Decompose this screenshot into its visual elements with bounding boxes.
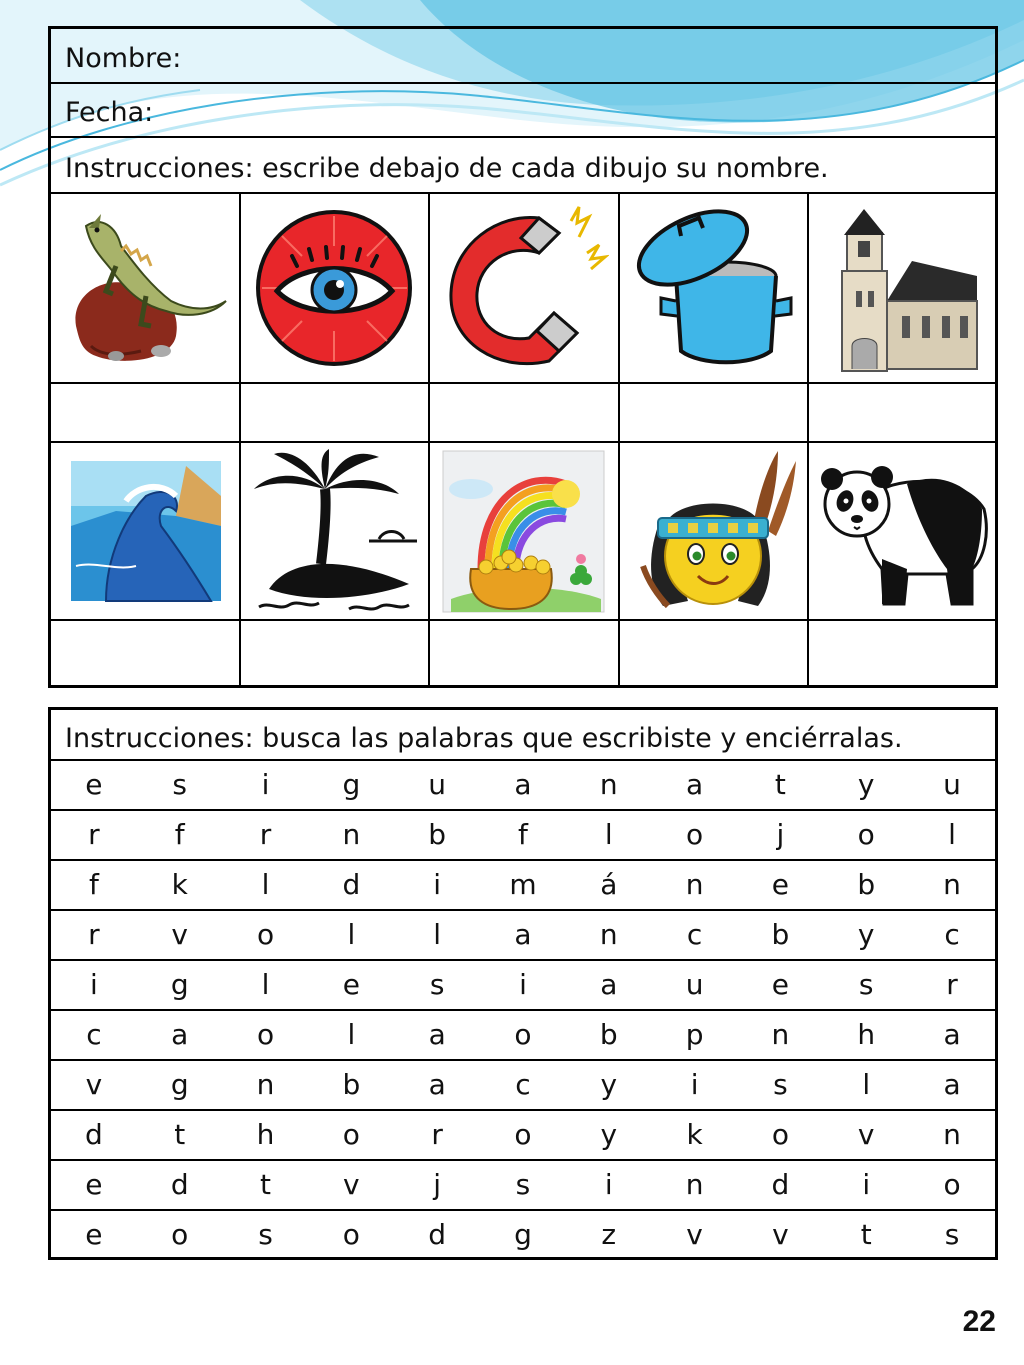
letter-cell[interactable]: c	[515, 1068, 531, 1101]
letter-row	[51, 960, 995, 1010]
letter-cell[interactable]: k	[171, 868, 188, 901]
row-divider	[51, 136, 995, 138]
letter-cell[interactable]: e	[771, 968, 790, 1001]
letter-cell[interactable]: g	[170, 968, 189, 1001]
letter-cell[interactable]: l	[347, 918, 356, 951]
letter-cell[interactable]: o	[514, 1118, 532, 1151]
letter-row	[51, 860, 995, 910]
letter-cell[interactable]: b	[599, 1018, 618, 1051]
letter-cell[interactable]: v	[85, 1068, 103, 1101]
magnet-icon	[430, 195, 617, 381]
letter-cell[interactable]: o	[857, 818, 875, 851]
letter-cell[interactable]: u	[943, 768, 961, 801]
indian-emoji-icon	[620, 444, 806, 618]
letter-cell[interactable]: r	[946, 968, 958, 1001]
letter-cell[interactable]: a	[171, 1018, 189, 1051]
letter-cell[interactable]: l	[433, 918, 442, 951]
row-divider	[51, 192, 995, 194]
letter-cell[interactable]: f	[518, 818, 528, 851]
letter-cell[interactable]: g	[514, 1218, 532, 1251]
letter-cell[interactable]: n	[599, 918, 618, 951]
letter-cell[interactable]: a	[943, 1018, 961, 1051]
letter-cell[interactable]: s	[429, 968, 445, 1001]
letter-cell[interactable]: r	[88, 818, 100, 851]
letter-cell[interactable]: n	[256, 1068, 275, 1101]
date-label: Fecha:	[65, 97, 154, 128]
eye-icon	[241, 195, 427, 381]
letter-cell[interactable]: o	[342, 1218, 360, 1251]
letter-cell[interactable]: o	[686, 818, 704, 851]
letter-cell[interactable]: s	[515, 1168, 531, 1201]
letter-row	[51, 1060, 995, 1110]
letter-row	[51, 1210, 995, 1260]
letter-cell[interactable]: c	[86, 1018, 102, 1051]
letter-cell[interactable]: b	[342, 1068, 361, 1101]
letter-cell[interactable]: l	[261, 868, 270, 901]
iguana-icon	[53, 195, 238, 381]
pot-icon	[620, 195, 806, 381]
letter-cell[interactable]: g	[170, 1068, 189, 1101]
row-divider	[51, 382, 995, 384]
letter-cell[interactable]: e	[85, 1218, 103, 1251]
letter-cell[interactable]: i	[90, 968, 98, 1001]
letter-cell[interactable]: r	[88, 918, 100, 951]
letter-grid	[51, 760, 995, 1260]
letter-cell[interactable]: t	[260, 1168, 272, 1201]
letter-cell[interactable]: t	[774, 768, 786, 801]
letter-cell[interactable]: b	[771, 918, 790, 951]
letter-cell[interactable]: k	[686, 1118, 703, 1151]
letter-cell[interactable]: o	[256, 918, 275, 951]
letter-cell[interactable]: n	[599, 768, 618, 801]
letter-cell[interactable]: a	[943, 1068, 961, 1101]
letter-cell[interactable]: d	[85, 1118, 103, 1151]
letter-row	[51, 810, 995, 860]
letter-cell[interactable]: c	[944, 918, 960, 951]
island-icon	[241, 444, 427, 618]
row-divider	[51, 82, 995, 84]
wordsearch-instructions: Instrucciones: busca las palabras que escribiste y enciérralas.	[65, 723, 903, 754]
letter-cell[interactable]: r	[259, 818, 272, 851]
name-label: Nombre:	[65, 43, 182, 74]
letter-cell[interactable]: o	[771, 1118, 789, 1151]
wave-icon	[53, 444, 238, 618]
picture-naming-table	[48, 26, 998, 688]
letter-cell[interactable]: i	[433, 868, 442, 901]
letter-cell[interactable]: e	[85, 1168, 103, 1201]
letter-cell[interactable]: d	[170, 1168, 189, 1201]
letter-cell[interactable]: y	[857, 768, 875, 801]
letter-cell[interactable]: n	[771, 1018, 790, 1051]
instructions-label: Instrucciones: escribe debajo de cada dibujo su nombre.	[65, 153, 829, 184]
letter-cell[interactable]: i	[519, 968, 527, 1001]
letter-cell[interactable]: v	[686, 1218, 703, 1251]
letter-cell[interactable]: d	[771, 1168, 790, 1201]
letter-cell[interactable]: i	[261, 768, 270, 801]
letter-cell[interactable]: u	[685, 968, 704, 1001]
letter-cell[interactable]: á	[600, 868, 618, 901]
letter-cell[interactable]: y	[600, 1068, 618, 1101]
row-divider	[51, 619, 995, 621]
letter-cell[interactable]: d	[342, 868, 361, 901]
letter-cell[interactable]: l	[604, 818, 613, 851]
letter-cell[interactable]: l	[948, 818, 956, 851]
letter-cell[interactable]: n	[943, 868, 961, 901]
letter-cell[interactable]: o	[514, 1018, 532, 1051]
letter-cell[interactable]: n	[685, 1168, 704, 1201]
panda-icon	[809, 444, 995, 618]
letter-cell[interactable]: v	[772, 1218, 789, 1251]
letter-cell[interactable]: n	[342, 818, 361, 851]
letter-cell[interactable]: b	[857, 868, 876, 901]
letter-row	[51, 1110, 995, 1160]
letter-cell[interactable]: r	[431, 1118, 443, 1151]
letter-cell[interactable]: j	[433, 1168, 442, 1201]
letter-cell[interactable]: y	[857, 918, 875, 951]
letter-cell[interactable]: h	[857, 1018, 876, 1051]
letter-cell[interactable]: h	[256, 1118, 275, 1151]
letter-cell[interactable]: e	[85, 768, 103, 801]
letter-cell[interactable]: a	[600, 968, 618, 1001]
letter-cell[interactable]: v	[857, 1118, 875, 1151]
letter-cell[interactable]: d	[428, 1218, 447, 1251]
letter-cell[interactable]: p	[685, 1018, 704, 1051]
letter-cell[interactable]: b	[428, 818, 447, 851]
letter-cell[interactable]: f	[88, 868, 99, 901]
letter-cell[interactable]: l	[862, 1068, 871, 1101]
letter-cell[interactable]: f	[174, 818, 185, 851]
church-icon	[809, 195, 995, 381]
letter-cell[interactable]: t	[860, 1218, 872, 1251]
letter-row	[51, 910, 995, 960]
letter-cell[interactable]: j	[776, 818, 785, 851]
letter-cell[interactable]: n	[943, 1118, 961, 1151]
letter-cell[interactable]: y	[600, 1118, 618, 1151]
letter-cell[interactable]: g	[342, 768, 361, 801]
letter-cell[interactable]: i	[604, 1168, 613, 1201]
letter-cell[interactable]: a	[428, 1018, 446, 1051]
page-number: 22	[962, 1305, 996, 1338]
letter-cell[interactable]: s	[944, 1218, 960, 1251]
letter-cell[interactable]: i	[862, 1168, 871, 1201]
letter-cell[interactable]: s	[858, 968, 874, 1001]
letter-cell[interactable]: a	[514, 918, 532, 951]
letter-cell[interactable]: s	[258, 1218, 273, 1251]
letter-cell[interactable]: s	[773, 1068, 788, 1101]
letter-cell[interactable]: l	[347, 1018, 356, 1051]
letter-row	[51, 760, 995, 810]
row-divider	[51, 441, 995, 443]
letter-cell[interactable]: o	[256, 1018, 275, 1051]
rainbow-gold-icon	[430, 444, 617, 618]
letter-cell[interactable]: o	[943, 1168, 961, 1201]
letter-cell[interactable]: u	[428, 768, 447, 801]
letter-cell[interactable]: t	[174, 1118, 186, 1151]
letter-row	[51, 1160, 995, 1210]
letter-cell[interactable]: s	[172, 768, 188, 801]
letter-cell[interactable]: a	[514, 768, 532, 801]
letter-cell[interactable]: o	[171, 1218, 189, 1251]
letter-cell[interactable]: m	[509, 868, 537, 901]
letter-cell[interactable]: n	[685, 868, 704, 901]
letter-row	[51, 1010, 995, 1060]
letter-cell[interactable]: e	[342, 968, 360, 1001]
letter-cell[interactable]: o	[342, 1118, 360, 1151]
word-search-table	[48, 707, 998, 1260]
letter-cell[interactable]: z	[601, 1218, 617, 1251]
letter-cell[interactable]: v	[343, 1168, 360, 1201]
letter-cell[interactable]: e	[771, 868, 790, 901]
letter-cell[interactable]: i	[690, 1068, 699, 1101]
letter-cell[interactable]: l	[261, 968, 270, 1001]
letter-cell[interactable]: a	[428, 1068, 446, 1101]
letter-cell[interactable]: a	[686, 768, 704, 801]
letter-cell[interactable]: c	[686, 918, 703, 951]
letter-cell[interactable]: v	[171, 918, 188, 951]
